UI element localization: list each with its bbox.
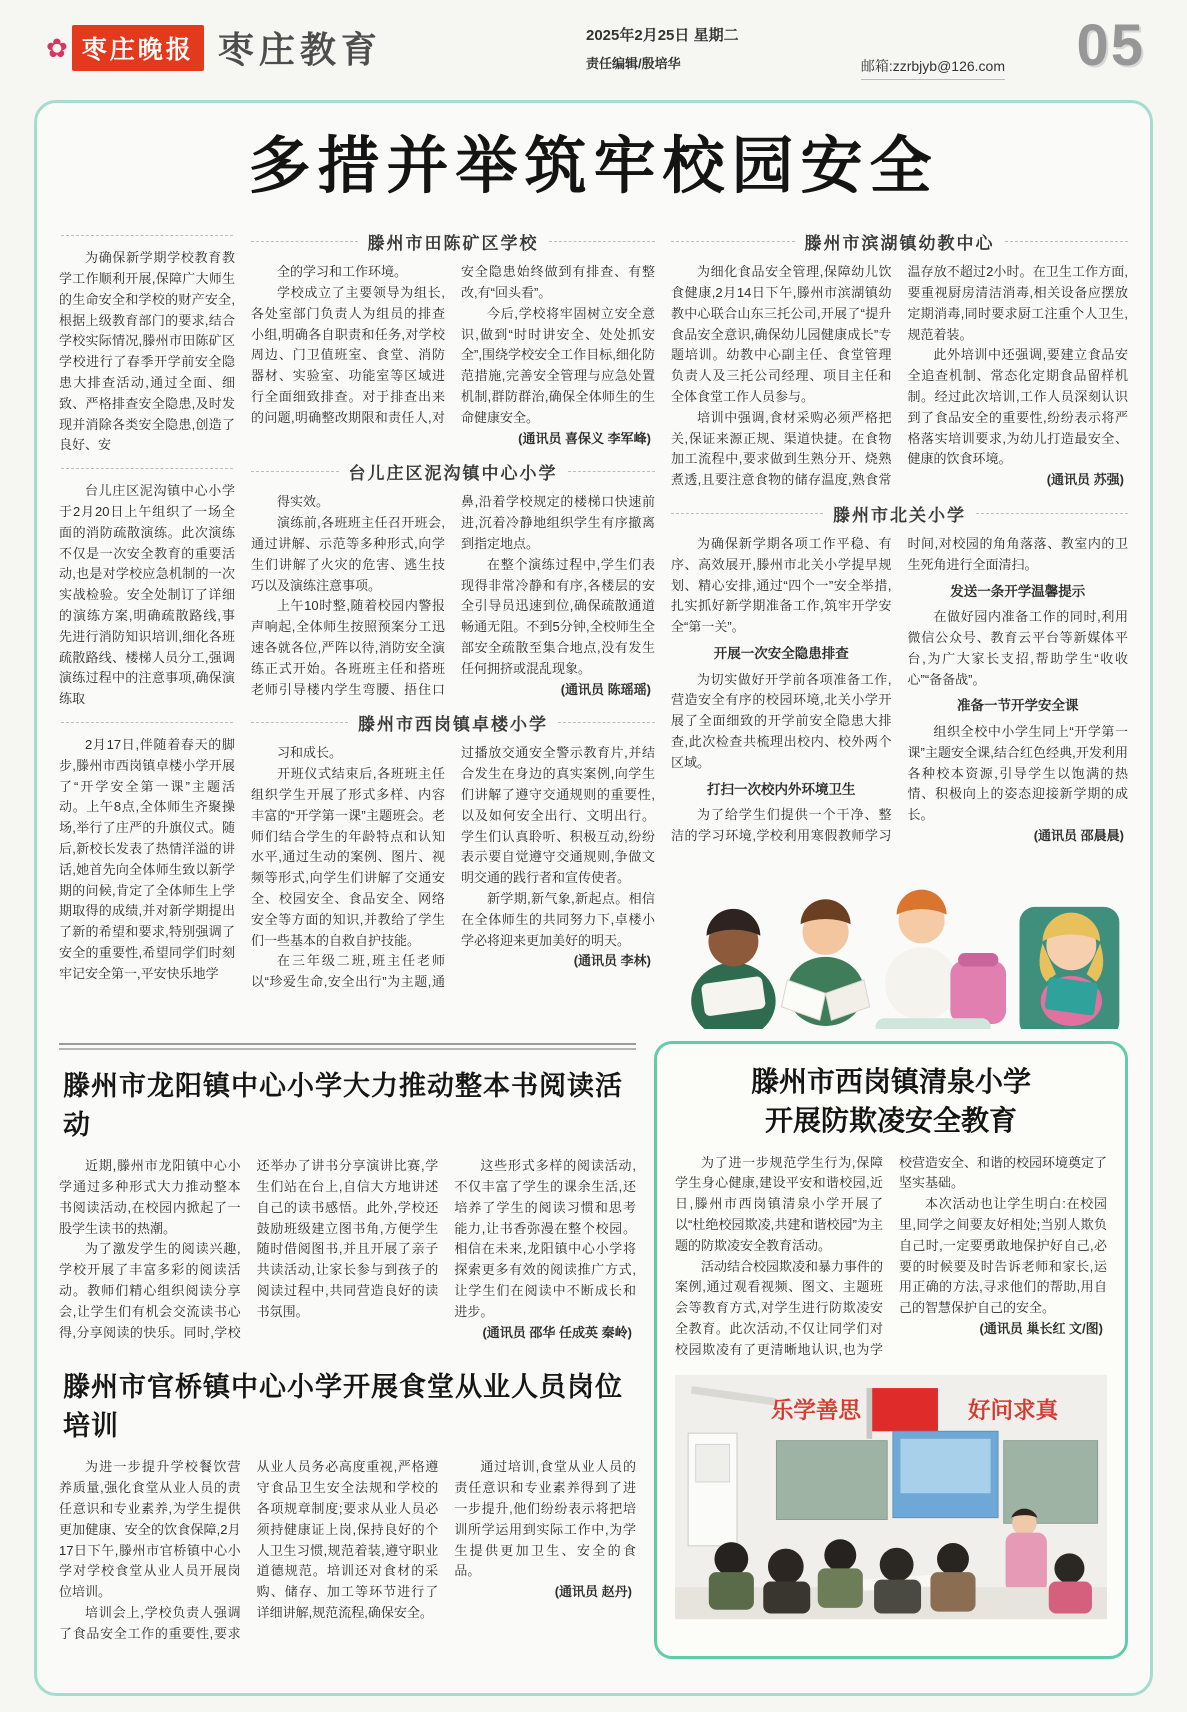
article-paragraph: 为切实做好开学前各项准备工作,营造安全有序的校园环境,北关小学开展了全面细致的开学前安全隐患大排查,此次检查共梳理出校内、校外两个区域。 xyxy=(671,671,892,770)
middle-column-group xyxy=(251,223,655,1029)
article-paragraph: 得实效。 xyxy=(277,494,330,510)
school-name: 台儿庄区泥沟镇中心小学 xyxy=(348,464,558,484)
banner-text-right: 好问求真 xyxy=(968,1397,1059,1423)
article-paragraph: 这些形式多样的阅读活动,不仅丰富了学生的课余生活,还培养了学生的阅读习惯和思考能力,让书香弥漫在整个校园。相信在未来,龙阳镇中心小学将探索更多有效的阅读推广方式,让学生们在阅读中不断成长和进步。 xyxy=(454,1158,636,1319)
article-paragraph: 培训会上,学校负责人强调了食品安全工作的重要性,要求从业人员务必高度重视,严格遵守食品卫生安全法规和学校的各项规章制度;要求从业人员必须持健康证上岗,保持良好的个人卫生习惯,规范着装,遵守职业道德规范。培训还对食材的采购、储存、加工等环节进行了详细讲解,规范流程,确保安全。 xyxy=(59,1459,439,1641)
school-header-nigou xyxy=(251,459,655,484)
school-name: 滕州市西岗镇卓楼小学 xyxy=(358,715,548,735)
dashed-divider xyxy=(671,513,823,514)
article-body xyxy=(671,262,1128,491)
children-reading-illustration xyxy=(671,857,1128,1029)
article-binhu xyxy=(671,229,1128,491)
article-paragraph: 全的学习和工作环境。 xyxy=(277,264,408,280)
byline: (通讯员 邵华 任成英 秦岭) xyxy=(482,1324,632,1340)
article-paragraph: 为了激发学生的阅读兴趣,学校开展了丰富多彩的阅读活动。教师们精心组织阅读分享会,让学生们有机会交流读书心得,分享阅读的快乐。同时,学校还举办了讲书分享演讲比赛,学生们站在台上,自信大方地讲述自己的读书感悟。此外,学校还鼓励班级建立图书角,方便学生随时借阅图书,并且开展了亲子共读活动,让家长参与到孩子的阅读过程中,共同营造良好的读书氛围。 xyxy=(59,1158,439,1340)
article-paragraph: 本次活动也让学生明白:在校园里,同学之间要友好相处;当别人欺负自己时,一定要勇敢地保护好自己,必要的时候要及时告诉老师和家长,运用正确的方法,寻求他们的帮助,用自己的智慧保护自己的安全。 xyxy=(899,1196,1107,1316)
dashed-divider xyxy=(671,241,795,242)
article-paragraph: 培训中强调,食材采购必须严格把关,保证来源正规、渠道快捷。在食物加工流程中,要求做到生熟分开、烧熟煮透,且要注意食物的储存温度,熟食常温存放不超过2小时。在卫生工作方面,要重视厨房清洁消毒,相关设备应摆放定期消毒,同时要求厨工注重个人卫生,规范着装。 xyxy=(671,264,1128,488)
article-paragraph: 此外培训中还强调,要建立食品安全追查机制、常态化定期食品留样机制。经过此次培训,工作人员深刻认识到了食品安全的重要性,纷纷表示将严格落实培训要求,为幼儿打造最安全、健康的饮食环境。 xyxy=(907,347,1128,467)
article-body xyxy=(59,1156,636,1343)
dashed-divider xyxy=(61,468,233,469)
article-paragraph: 在整个演练过程中,学生们表现得非常冷静和有序,各楼层的安全引导员迅速到位,确保疏散通道畅通无阻。不到5分钟,全校师生全部安全疏散至集合地点,没有发生任何拥挤或混乱现象。 xyxy=(461,556,655,676)
byline: (通讯员 邵晨晨) xyxy=(1033,827,1124,843)
children-reading-illustration-svg xyxy=(671,857,1128,1029)
article-headline: 滕州市龙阳镇中心小学大力推动整本书阅读活动 xyxy=(63,1071,623,1141)
article-body xyxy=(251,262,655,449)
dashed-divider xyxy=(558,722,655,723)
top-articles-area xyxy=(59,223,1128,1029)
article-paragraph: 通过培训,食堂从业人员的责任意识和专业素养得到了进一步提升,他们纷纷表示将把培训所学运用到实际工作中,为学生提供更加卫生、安全的食品。 xyxy=(454,1459,636,1579)
masthead-group xyxy=(46,22,382,73)
article-paragraph: 今后,学校将牢固树立安全意识,做到“时时讲安全、处处抓安全”,围绕学校安全工作目标,细化防范措施,完善安全管理与应急处置机制,群防群治,确保全体师生的生命健康安全。 xyxy=(461,305,655,425)
article-zhuolou xyxy=(251,710,655,993)
dashed-divider xyxy=(251,241,358,242)
article-body xyxy=(251,743,655,993)
article-paragraph: 习和成长。 xyxy=(277,745,343,761)
feature-title-line1: 滕州市西岗镇清泉小学 xyxy=(750,1066,1031,1098)
article-paragraph: 为进一步提升学校餐饮营养质量,强化食堂从业人员的责任意识和专业素养,为学生提供更加健康、安全的饮食保障,2月17日下午,滕州市官桥镇中心小学对学校食堂从业人员开展岗位培训。 xyxy=(59,1459,241,1600)
school-header-binhu xyxy=(671,229,1128,254)
dashed-divider xyxy=(549,241,656,242)
feature-title xyxy=(675,1062,1107,1140)
date-editor-block xyxy=(586,24,739,72)
article-paragraph: 在做好园内准备工作的同时,利用微信公众号、教育云平台等新媒体平台,为广大家长支招,帮助学生“收收心”“备备战”。 xyxy=(907,609,1128,687)
school-name: 滕州市北关小学 xyxy=(833,505,966,525)
byline: (通讯员 喜保义 李军峰) xyxy=(518,430,651,446)
dashed-divider xyxy=(251,471,339,472)
qingquan-feature-box xyxy=(654,1041,1128,1659)
article-paragraph: 学校成立了主要领导为组长,各处室部门负责人为组员的排查小组,明确各自职责和任务,对学校周边、门卫值班室、食堂、消防器材、实验室、功能室等区域进行全面细致排查。对于排查出来的问题,明确整改期限和责任人,对安全隐患始终做到有排查、有整改,有“回头看”。 xyxy=(251,264,655,425)
editor-line: 责任编辑/殷培华 xyxy=(586,56,681,71)
dashed-divider xyxy=(251,722,348,723)
byline: (通讯员 李林) xyxy=(573,953,651,969)
article-lead-nigou: 台儿庄区泥沟镇中心小学于2月20日上午组织了一场全面的消防疏散演练。此次演练不仅是一次安全教育的重要活动,也是对学校应急机制的一次实战检验。安全处制订了详细的演练方案,明确疏散路线,事先进行消防知识培训,细化各班疏散路线、楼梯人员分工,强调演练过程中的注意事项,确保演练取 xyxy=(59,483,235,707)
dashed-divider xyxy=(61,722,233,723)
page-header xyxy=(46,14,1145,94)
double-rule-divider xyxy=(59,1043,636,1050)
article-paragraph: 为了给学生们提供一个干净、整洁的学习环境,学校利用寒假教师学习时间,对校园的角角落落、教室内的卫生死角进行全面清扫。 xyxy=(671,535,1128,843)
right-column-group xyxy=(671,223,1128,1029)
dashed-divider xyxy=(61,235,233,236)
article-paragraph: 活动结合校园欺凌和暴力事件的案例,通过观看视频、图文、主题班会等教育方式,对学生进行防欺凌安全教育。此次活动,不仅让同学们对校园欺凌有了更清晰地认识,也为学校营造安全、和谐的校园环境奠定了坚实基础。 xyxy=(675,1154,1108,1357)
school-header-tianchen xyxy=(251,229,655,254)
article-tianchen xyxy=(251,229,655,449)
article-body xyxy=(671,534,1128,847)
dashed-divider xyxy=(568,471,656,472)
bottom-left-articles xyxy=(59,1041,636,1659)
school-name: 滕州市田陈矿区学校 xyxy=(367,234,539,254)
article-longyang xyxy=(59,1064,636,1343)
article-paragraph: 组织全校中小学生同上“开学第一课”主题安全课,结合红色经典,开发利用各种校本资源,引导学生以饱满的热情、积极向上的姿态迎接新学期的成长。 xyxy=(907,723,1128,823)
article-paragraph: 演练前,各班班主任召开班会,通过讲解、示范等多种形式,向学生们讲解了火灾的危害、逃生技巧以及演练注意事项。 xyxy=(251,515,445,593)
article-paragraph: 开班仪式结束后,各班班主任组织学生开展了形式多样、内容丰富的“开学第一课”主题班会。老师们结合学生的年龄特点和认知水平,通过生动的案例、图片、视频等形式,向学生们讲解了交通安全、校园安全、食品安全、网络安全等方面的知识,并教给了学生们一些基本的自救自护技能。 xyxy=(251,766,445,948)
dashed-divider xyxy=(976,513,1128,514)
section-title: 枣庄教育 xyxy=(217,29,382,70)
article-headline: 滕州市官桥镇中心小学开展食堂从业人员岗位培训 xyxy=(63,1372,623,1442)
school-header-beiguan xyxy=(671,501,1128,526)
article-guanqiao xyxy=(59,1365,636,1644)
sub-headline: 准备一节开学安全课 xyxy=(957,698,1079,714)
banner-text-left: 乐学善思 xyxy=(770,1397,861,1423)
left-lead-column xyxy=(59,223,235,1029)
contact-email: 邮箱:zzrbjyb@126.com xyxy=(861,56,1005,80)
page-number: 05 xyxy=(1076,13,1145,78)
article-paragraph: 在三年级二班,班主任老师以“珍爱生命,安全出行”为主题,通过播放交通安全警示教育片,并结合发生在身边的真实案例,向学生们讲解了遵守交通规则的重要性,以及如何安全出行、文明出行。学生们认真聆听、积极互动,纷纷表示要自觉遵守交通规则,争做文明交通的践行者和宣传使者。 xyxy=(251,745,655,990)
article-paragraph: 为了进一步规范学生行为,保障学生身心健康,建设平安和谐校园,近日,滕州市西岗镇清泉小学开展了以“杜绝校园欺凌,共建和谐校园”为主题的防欺凌安全教育活动。 xyxy=(675,1154,883,1253)
article-body xyxy=(251,492,655,700)
byline: (通讯员 陈瑶瑶) xyxy=(560,681,651,697)
article-paragraph: 上午10时整,随着校园内警报声响起,全体师生按照预案分工迅速各就各位,严阵以待,消防安全演练正式开始。各班班主任和搭班老师引导楼内学生弯腰、捂住口鼻,沿着学校规定的楼梯口快速前进,沉着冷静地组织学生有序撤离到指定地点。 xyxy=(251,494,655,697)
classroom-photo-svg xyxy=(675,1371,1107,1623)
sub-headline: 发送一条开学温馨提示 xyxy=(950,583,1086,599)
article-nigou xyxy=(251,459,655,700)
sub-headline: 打扫一次校内外环境卫生 xyxy=(707,781,856,797)
article-paragraph: 近期,滕州市龙阳镇中心小学通过多种形式大力推动整本书阅读活动,在校园内掀起了一股学生读书的热潮。 xyxy=(59,1158,241,1236)
article-paragraph: 新学期,新气象,新起点。相信在全体师生的共同努力下,卓楼小学必将迎来更加美好的明天。 xyxy=(461,890,655,948)
classroom-photo xyxy=(675,1371,1107,1623)
byline: (通讯员 巢长红 文/图) xyxy=(979,1320,1103,1336)
dashed-divider xyxy=(1005,241,1129,242)
school-header-zhuolou xyxy=(251,710,655,735)
byline: (通讯员 苏强) xyxy=(1046,472,1124,488)
bottom-region xyxy=(59,1041,1128,1659)
article-paragraph: 为确保新学期各项工作平稳、有序、高效展开,滕州市北关小学提早规划、精心安排,通过“四个一”安全举措,扎实抓好新学期准备工作,筑牢开学安全“第一关”。 xyxy=(671,535,892,635)
byline: (通讯员 赵丹) xyxy=(554,1584,632,1600)
article-lead-zhuolou: 2月17日,伴随着春天的脚步,滕州市西岗镇卓楼小学开展了“开学安全第一课”主题活动。上午8点,全体师生齐聚操场,举行了庄严的升旗仪式。随后,新校长发表了热情洋溢的讲话,她首先向全体师生致以新学期的问候,肯定了全体师生上学期取得的成绩,并对新学期提出了新的希望和要求,特别强调了安全的重要性,希望同学们时刻牢记安全第一,平安快乐地学 xyxy=(59,736,235,981)
article-lead-tianchen: 为确保新学期学校教育教学工作顺利开展,保障广大师生的生命安全和学校的财产安全,根据上级教育部门的要求,结合学校实际情况,滕州市田陈矿区学校进行了春季开学前安全隐患大排查活动,通过全面、细致、严格排查安全隐患,及时发现并消除各类安全隐患,创造了良好、安 xyxy=(59,250,235,453)
flower-logo-icon: ✿ xyxy=(46,32,68,63)
school-name: 滕州市滨湖镇幼教中心 xyxy=(804,234,995,254)
main-headline: 多措并举筑牢校园安全 xyxy=(248,132,939,201)
issue-date: 2025年2月25日 星期二 xyxy=(586,27,739,44)
article-body xyxy=(59,1457,636,1644)
sub-headline: 开展一次安全隐患排查 xyxy=(713,645,849,661)
article-paragraph: 为细化食品安全管理,保障幼儿饮食健康,2月14日下午,滕州市滨湖镇幼教中心联合山东三托公司,开展了“提升食品安全意识,确保幼儿园健康成长”专题培训。幼教中心副主任、食堂管理负责人及三托公司经理、项目主任和全体食堂工作人员参与。 xyxy=(671,264,892,404)
content-frame xyxy=(34,100,1153,1696)
masthead-logo: 枣庄晚报 xyxy=(72,25,204,71)
article-body xyxy=(675,1153,1107,1361)
article-beiguan xyxy=(671,501,1128,847)
feature-title-line2: 开展防欺凌安全教育 xyxy=(764,1105,1017,1137)
